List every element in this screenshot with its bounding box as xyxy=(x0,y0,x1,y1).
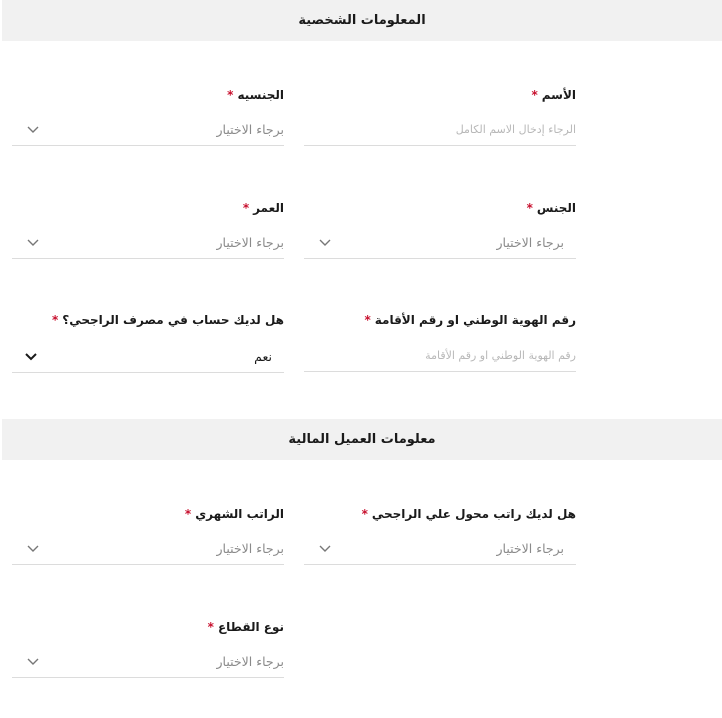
field-name-label: الأسم* xyxy=(531,88,576,102)
field-national-id-label: رقم الهوية الوطني او رقم الأقامة* xyxy=(364,313,576,327)
nationality-select[interactable] xyxy=(12,114,284,146)
sector-select[interactable] xyxy=(12,646,284,678)
field-monthly-salary-label: الراتب الشهري* xyxy=(184,507,284,521)
required-mark: * xyxy=(207,620,214,634)
salary-transfer-select[interactable] xyxy=(304,533,576,565)
required-mark: * xyxy=(227,88,234,102)
required-mark: * xyxy=(364,313,371,327)
chevron-down-icon[interactable] xyxy=(318,237,332,247)
has-account-select[interactable] xyxy=(12,341,284,373)
section-header-personal xyxy=(2,0,722,41)
monthly-salary-select[interactable] xyxy=(12,533,284,565)
required-mark: * xyxy=(531,88,538,102)
chevron-down-icon[interactable] xyxy=(24,351,38,361)
required-mark: * xyxy=(52,313,59,327)
national-id-input-placeholder: رقم الهوية الوطني او رقم الأقامة xyxy=(425,349,576,362)
nationality-select-value: برجاء الاختيار xyxy=(216,122,284,137)
gender-select-value: برجاء الاختيار xyxy=(496,235,564,250)
monthly-salary-select-value: برجاء الاختيار xyxy=(216,541,284,556)
section-title-financial: معلومات العميل المالية xyxy=(288,432,436,447)
name-input[interactable] xyxy=(304,114,576,146)
field-salary-transfer-label: هل لديك راتب محول علي الراجحي* xyxy=(361,507,576,521)
chevron-down-icon[interactable] xyxy=(318,543,332,553)
field-nationality-label: الجنسيه* xyxy=(227,88,284,102)
required-mark: * xyxy=(361,507,368,521)
chevron-down-icon[interactable] xyxy=(26,237,40,247)
chevron-down-icon[interactable] xyxy=(26,656,40,666)
required-mark: * xyxy=(184,507,192,521)
field-gender-label: الجنس* xyxy=(526,201,576,215)
field-sector-label: نوع القطاع* xyxy=(207,620,284,634)
section-header-financial xyxy=(2,419,722,460)
sector-select-value: برجاء الاختيار xyxy=(216,654,284,669)
required-mark: * xyxy=(242,201,250,215)
field-age-label: العمر* xyxy=(242,201,284,215)
chevron-down-icon[interactable] xyxy=(26,124,40,134)
gender-select[interactable] xyxy=(304,227,576,259)
age-select-value: برجاء الاختيار xyxy=(216,235,284,250)
national-id-input[interactable] xyxy=(304,340,576,372)
section-title-personal: المعلومات الشخصية xyxy=(298,13,426,28)
required-mark: * xyxy=(526,201,533,215)
age-select[interactable] xyxy=(12,227,284,259)
has-account-select-value: نعم xyxy=(254,349,272,364)
salary-transfer-select-value: برجاء الاختيار xyxy=(496,541,564,556)
name-input-placeholder: الرجاء إدخال الاسم الكامل xyxy=(455,123,576,136)
chevron-down-icon[interactable] xyxy=(26,543,40,553)
field-has-account-label: هل لديك حساب في مصرف الراجحي؟* xyxy=(52,313,284,327)
